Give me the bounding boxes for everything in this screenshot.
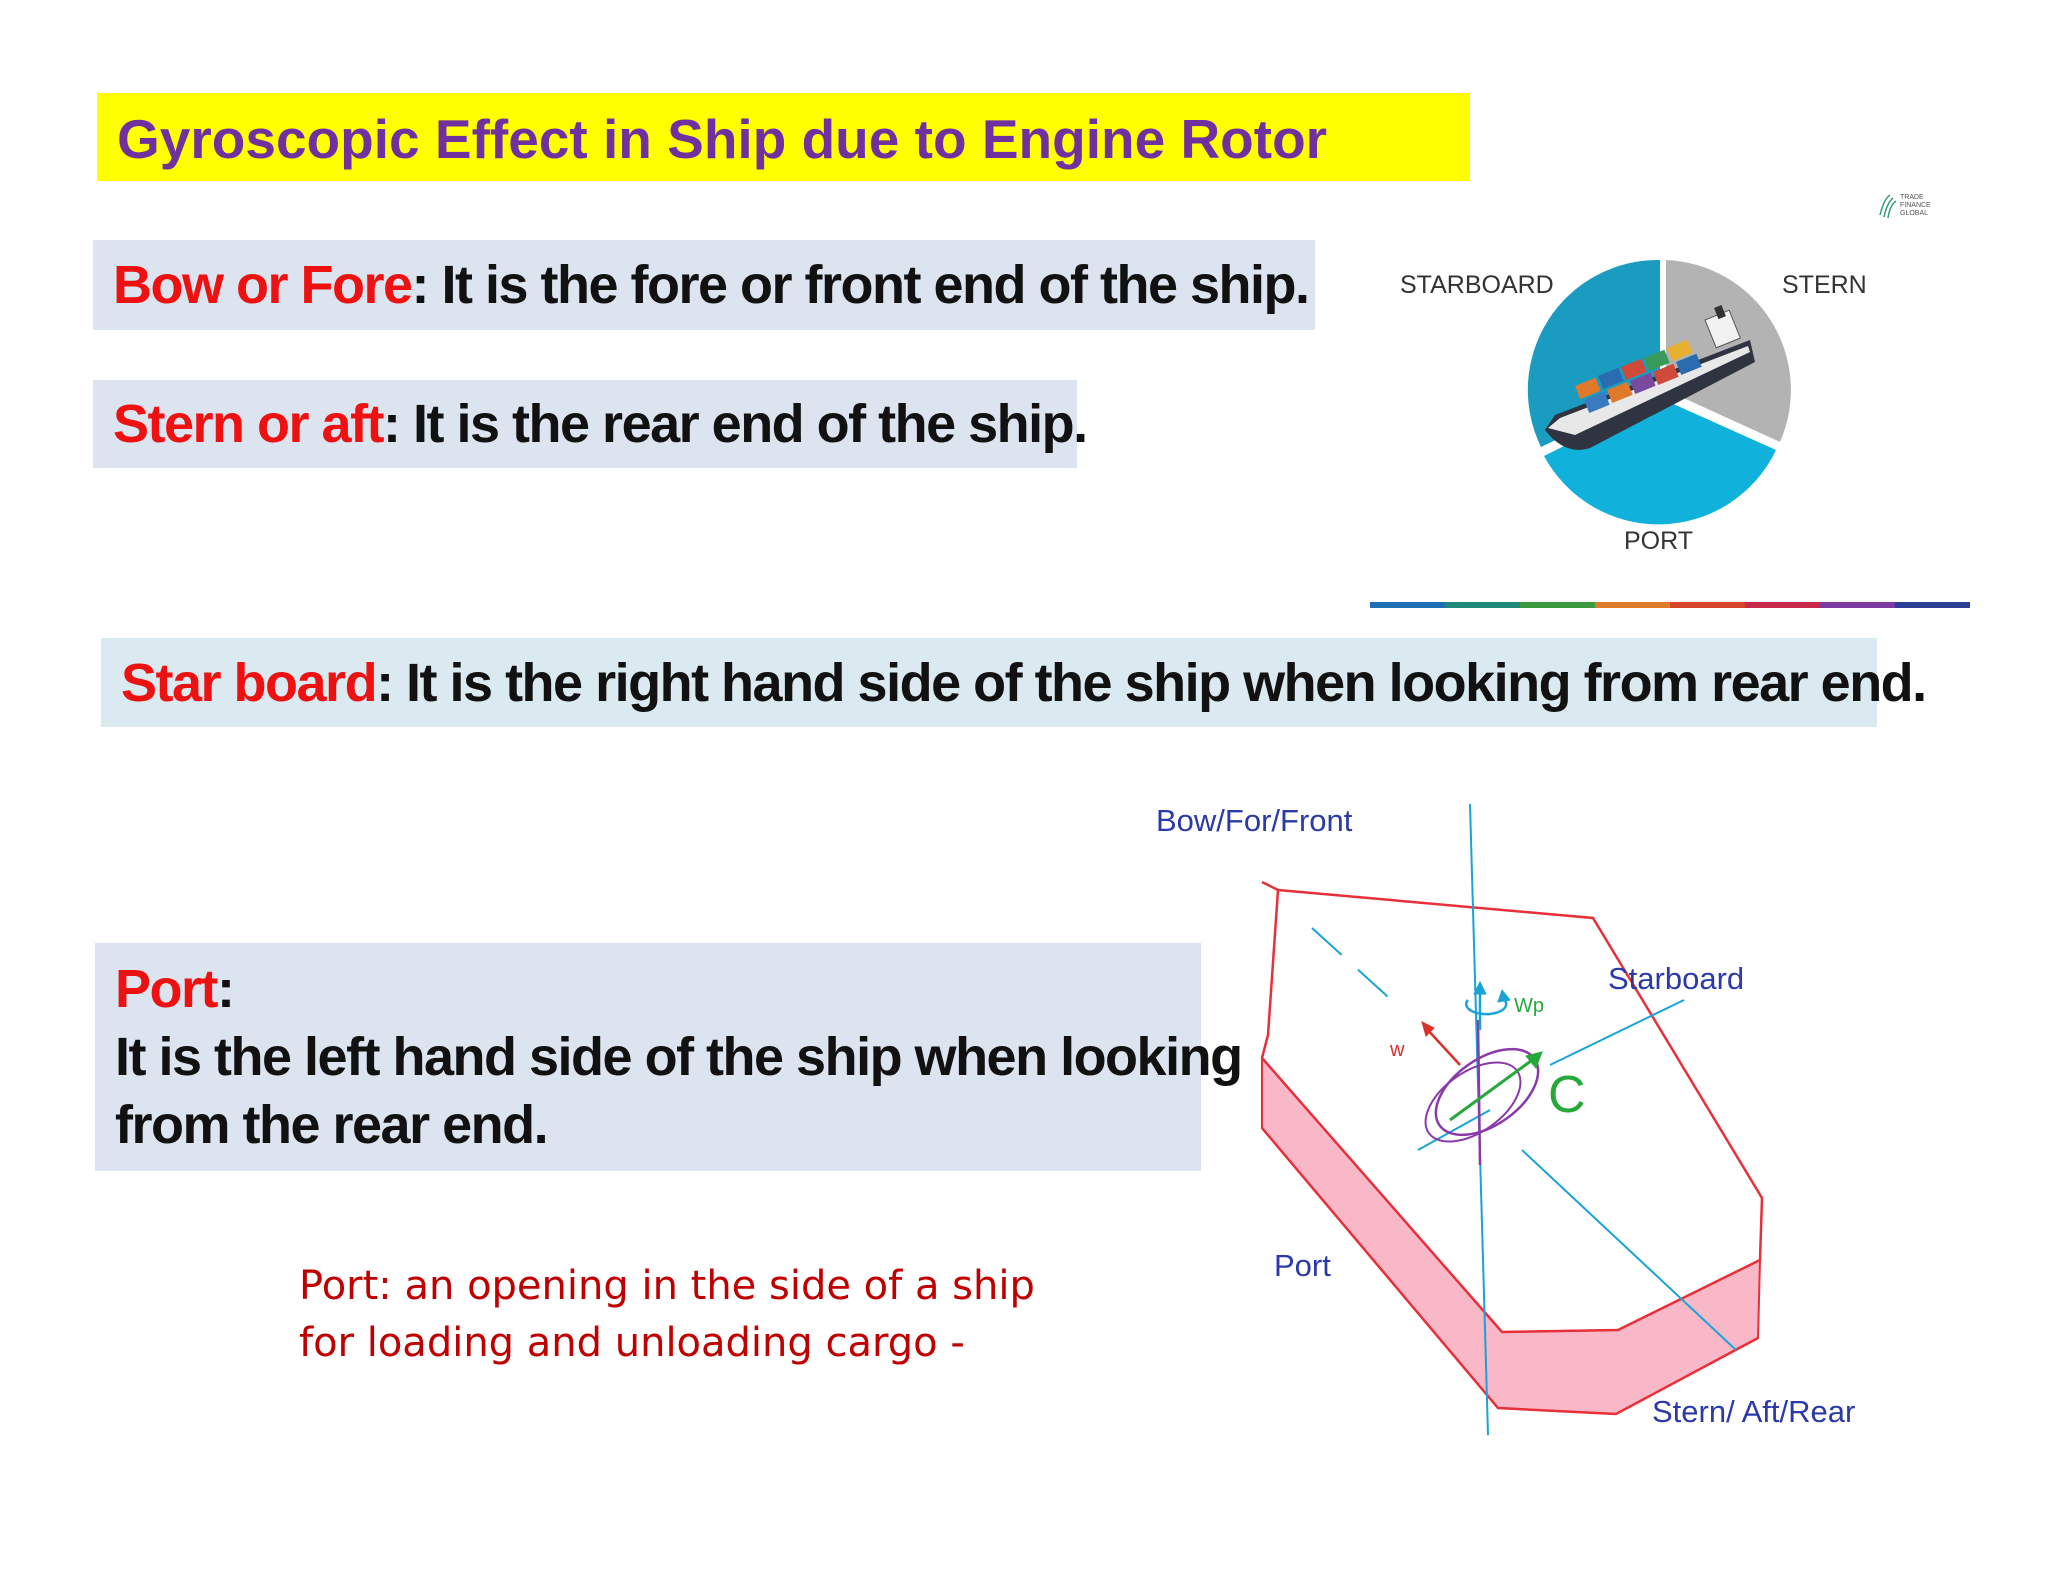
term-port: Port [115, 959, 217, 1019]
color-stripe-segment [1595, 602, 1671, 608]
definition-starboard [101, 638, 1926, 727]
color-stripe-segment [1745, 602, 1821, 608]
ship-orientation-pie [1370, 190, 1970, 610]
label-bow-for-front: Bow/For/Front [1156, 803, 1353, 838]
label-starboard: STARBOARD [1400, 271, 1554, 299]
engine-rotor [1412, 1020, 1554, 1165]
definition-bow-line [113, 254, 1309, 316]
label-wp: Wp [1514, 995, 1544, 1017]
bow-axis-line [1312, 928, 1398, 1006]
ship-gyroscope-diagram [1150, 790, 1890, 1450]
deck-outline [1262, 890, 1762, 1332]
definition-starboard-line [121, 652, 1926, 714]
label-starboard-diagram: Starboard [1608, 961, 1745, 996]
term-port-colon: : [217, 959, 234, 1019]
color-stripe [1370, 602, 1970, 608]
color-stripe-segment [1820, 602, 1896, 608]
label-stern-aft-rear: Stern/ Aft/Rear [1652, 1394, 1856, 1429]
definition-stern [93, 380, 1087, 468]
definition-port-heading [115, 955, 233, 1023]
label-w: w [1390, 1039, 1405, 1061]
definition-bow-text: : It is the fore or front end of the ship. [411, 255, 1309, 315]
definition-stern-text: : It is the rear end of the ship. [383, 394, 1087, 454]
port-note-line1: Port: an opening in the side of a ship [299, 1263, 1035, 1309]
definition-port [95, 943, 1242, 1171]
label-stern: STERN [1782, 271, 1867, 299]
color-stripe-segment [1370, 602, 1446, 608]
term-starboard: Star board [121, 652, 377, 713]
term-stern: Stern or aft [113, 394, 384, 454]
logo-text-2: FINANCE [1900, 202, 1931, 209]
definition-port-line2: from the rear end. [115, 1095, 548, 1155]
color-stripe-segment [1895, 602, 1970, 608]
definition-stern-line [113, 393, 1087, 455]
color-stripe-segment [1445, 602, 1521, 608]
port-note [299, 1258, 1035, 1372]
port-note-line2: for loading and unloading cargo - [299, 1320, 965, 1366]
page-title: Gyroscopic Effect in Ship due to Engine Rotor [117, 108, 1328, 170]
definition-port-line1: It is the left hand side of the ship when looking [115, 1027, 1242, 1087]
spin-vector [1422, 1022, 1460, 1065]
definition-starboard-text: : It is the right hand side of the ship when looking from rear end. [376, 652, 1926, 713]
starboard-axis-line [1550, 1000, 1684, 1065]
color-stripe-segment [1670, 602, 1746, 608]
logo-text-3: GLOBAL [1900, 210, 1929, 217]
logo-text-1: TRADE [1900, 194, 1924, 201]
label-port: PORT [1624, 527, 1693, 555]
color-stripe-segment [1520, 602, 1596, 608]
precession-indicator [1466, 982, 1510, 1030]
stern-axis-line [1522, 1150, 1736, 1350]
bow-edge-outline [1262, 882, 1278, 890]
term-bow: Bow or Fore [113, 255, 412, 315]
label-port-diagram: Port [1274, 1248, 1331, 1283]
definition-bow [93, 240, 1315, 330]
hull-side-fill [1262, 1058, 1760, 1414]
label-c: C [1548, 1066, 1586, 1124]
